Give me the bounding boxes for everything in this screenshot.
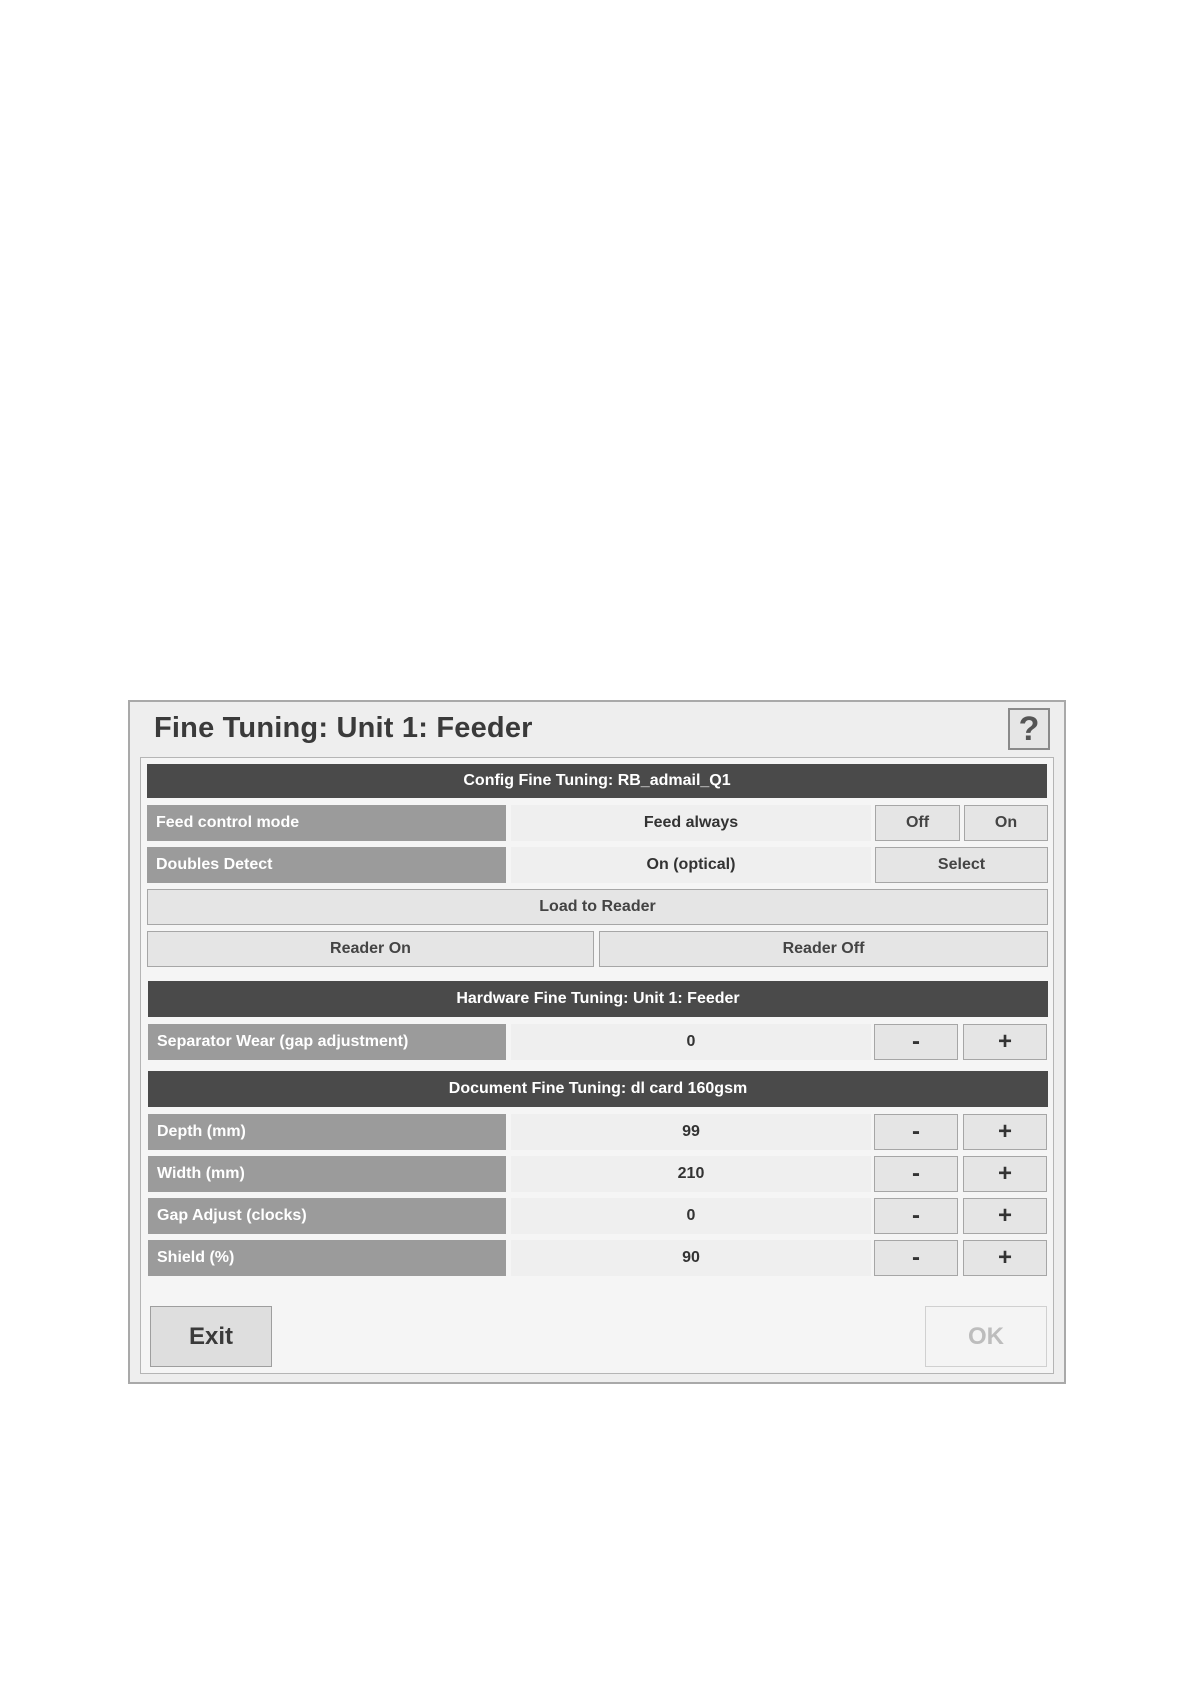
doubles-detect-select-button[interactable]: Select bbox=[875, 847, 1048, 883]
feed-control-mode-label: Feed control mode bbox=[147, 805, 506, 841]
feed-control-mode-value: Feed always bbox=[511, 805, 871, 841]
config-section-header: Config Fine Tuning: RB_admail_Q1 bbox=[147, 764, 1047, 798]
shield-decrement-button[interactable]: - bbox=[874, 1240, 958, 1276]
settings-panel bbox=[140, 757, 1054, 1374]
gap-adjust-label: Gap Adjust (clocks) bbox=[148, 1198, 506, 1234]
depth-increment-button[interactable]: + bbox=[963, 1114, 1047, 1150]
depth-label: Depth (mm) bbox=[148, 1114, 506, 1150]
help-button[interactable]: ? bbox=[1008, 708, 1050, 750]
reader-off-button[interactable]: Reader Off bbox=[599, 931, 1048, 967]
load-to-reader-button[interactable]: Load to Reader bbox=[147, 889, 1048, 925]
separator-wear-value: 0 bbox=[511, 1024, 871, 1060]
doubles-detect-value: On (optical) bbox=[511, 847, 871, 883]
exit-button[interactable]: Exit bbox=[150, 1306, 272, 1367]
feed-control-on-button[interactable]: On bbox=[964, 805, 1048, 841]
shield-label: Shield (%) bbox=[148, 1240, 506, 1276]
shield-value: 90 bbox=[511, 1240, 871, 1276]
ok-button[interactable]: OK bbox=[925, 1306, 1047, 1367]
separator-wear-label: Separator Wear (gap adjustment) bbox=[148, 1024, 506, 1060]
fine-tuning-dialog bbox=[128, 700, 1066, 1384]
gap-adjust-increment-button[interactable]: + bbox=[963, 1198, 1047, 1234]
separator-wear-decrement-button[interactable]: - bbox=[874, 1024, 958, 1060]
shield-increment-button[interactable]: + bbox=[963, 1240, 1047, 1276]
depth-value: 99 bbox=[511, 1114, 871, 1150]
gap-adjust-decrement-button[interactable]: - bbox=[874, 1198, 958, 1234]
reader-on-button[interactable]: Reader On bbox=[147, 931, 594, 967]
width-increment-button[interactable]: + bbox=[963, 1156, 1047, 1192]
separator-wear-increment-button[interactable]: + bbox=[963, 1024, 1047, 1060]
width-label: Width (mm) bbox=[148, 1156, 506, 1192]
hardware-section-header: Hardware Fine Tuning: Unit 1: Feeder bbox=[148, 981, 1048, 1017]
depth-decrement-button[interactable]: - bbox=[874, 1114, 958, 1150]
width-value: 210 bbox=[511, 1156, 871, 1192]
gap-adjust-value: 0 bbox=[511, 1198, 871, 1234]
dialog-title: Fine Tuning: Unit 1: Feeder bbox=[154, 712, 533, 744]
width-decrement-button[interactable]: - bbox=[874, 1156, 958, 1192]
doubles-detect-label: Doubles Detect bbox=[147, 847, 506, 883]
feed-control-off-button[interactable]: Off bbox=[875, 805, 960, 841]
document-section-header: Document Fine Tuning: dl card 160gsm bbox=[148, 1071, 1048, 1107]
